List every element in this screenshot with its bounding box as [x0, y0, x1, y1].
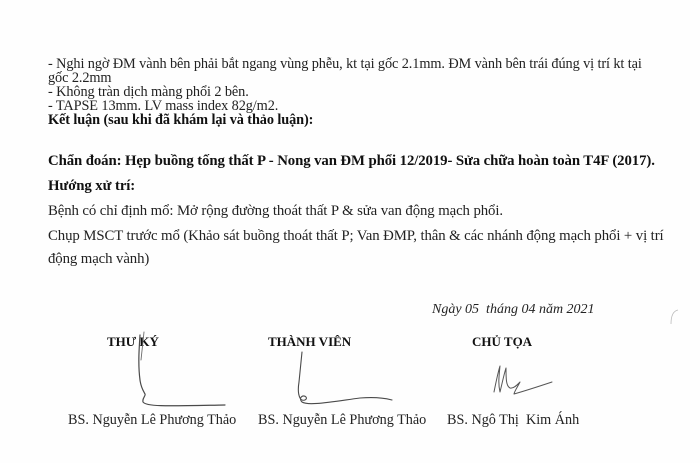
signing-date: Ngày 05 tháng 04 năm 2021	[432, 302, 595, 317]
conclusion-heading: Kết luận (sau khi đã khám lại và thảo luận):	[48, 112, 314, 128]
signature-member	[290, 350, 410, 410]
management-line-msct: Chụp MSCT trước mổ (Khảo sát buồng thoát thất P; Van ĐMP, thân & các nhánh động mạch phổi + vị trí	[48, 228, 664, 244]
signature-chair	[488, 362, 558, 402]
finding-coronary-artery-continued: gốc 2.2mm	[48, 70, 112, 86]
diagnosis: Chẩn đoán: Hẹp buồng tống thất P - Nong van ĐM phổi 12/2019- Sửa chữa hoàn toàn T4F (2017).	[48, 153, 655, 169]
name-member: BS. Nguyễn Lê Phương Thảo	[258, 412, 427, 428]
finding-coronary-artery: - Nghi ngờ ĐM vành bên phải bắt ngang vùng phễu, kt tại gốc 2.1mm. ĐM vành bên trái đúng vị trí kt tại	[48, 56, 642, 72]
name-chair: BS. Ngô Thị Kim Ánh	[447, 412, 580, 428]
management-heading: Hướng xử trí:	[48, 178, 136, 194]
scan-artifact	[668, 308, 680, 328]
role-secretary: THƯ KÝ	[107, 334, 159, 349]
management-line-surgery: Bệnh có chỉ định mổ: Mở rộng đường thoát thất P & sửa van động mạch phổi.	[48, 203, 503, 219]
finding-pleural-effusion: - Không tràn dịch màng phổi 2 bên.	[48, 84, 249, 100]
finding-tapse: - TAPSE 13mm. LV mass index 82g/m2.	[48, 98, 279, 114]
role-chair: CHỦ TỌA	[472, 334, 533, 349]
management-line-msct-continued: động mạch vành)	[48, 251, 150, 267]
name-secretary: BS. Nguyễn Lê Phương Thảo	[68, 412, 237, 428]
role-member: THÀNH VIÊN	[268, 334, 352, 349]
